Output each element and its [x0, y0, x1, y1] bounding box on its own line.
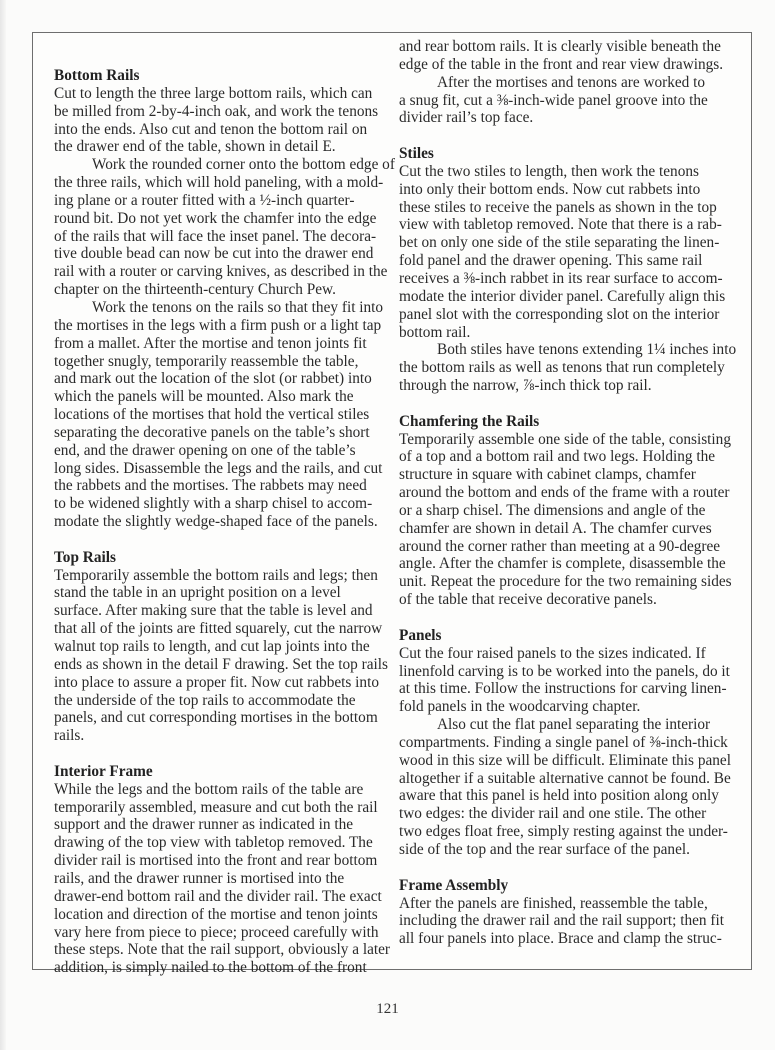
text-line: the bottom rails as well as tenons that run completely	[399, 359, 725, 377]
page-edge-shadow	[0, 0, 6, 1050]
text-line: or a sharp chisel. The dimensions and angle of the	[399, 501, 706, 519]
paragraph-first-line: Both stiles have tenons extending 1¼ inches into	[437, 341, 737, 359]
section-heading: Frame Assembly	[399, 876, 509, 894]
text-line: into only their bottom ends. Now cut rabbets into	[399, 180, 701, 198]
text-line: the mortises in the legs with a firm push or a light tap	[54, 316, 382, 334]
paragraph-first-line: Work the tenons on the rails so that they fit into	[92, 298, 384, 316]
text-line: long sides. Disassemble the legs and the rails, and cut	[54, 459, 383, 477]
text-line: chapter on the thirteenth-century Church Pew.	[54, 281, 336, 299]
right-column	[399, 38, 737, 948]
text-line: ends as shown in the detail F drawing. Set the top rails	[54, 655, 388, 673]
text-line: two edges float free, simply resting against the under-	[399, 823, 728, 841]
section-heading: Panels	[399, 626, 442, 644]
paragraph-gap	[399, 609, 729, 627]
paragraph-gap	[399, 859, 729, 877]
text-line: altogether if a suitable alternative cannot be found. Be	[399, 769, 731, 787]
text-line: these stiles to receive the panels as shown in the top	[399, 198, 717, 216]
section-heading: Chamfering the Rails	[399, 412, 540, 430]
text-line: of the rails that will face the inset panel. The decora-	[54, 227, 377, 245]
text-line: structure in square with cabinet clamps, chamfer	[399, 466, 696, 484]
text-line: all four panels into place. Brace and clamp the struc-	[399, 930, 722, 948]
left-column	[54, 67, 395, 977]
text-line: fold panel and the drawer opening. This same rail	[399, 252, 703, 270]
text-line: the drawer end of the table, shown in detail E.	[54, 138, 336, 156]
section-heading: Interior Frame	[54, 762, 153, 780]
text-line: the rabbets and the mortises. The rabbets may need	[54, 477, 367, 495]
paragraph-gap	[399, 395, 729, 413]
text-line: unit. Repeat the procedure for the two remaining sides	[399, 573, 732, 591]
text-line: including the drawer rail and the rail support; then fit	[399, 912, 724, 930]
text-line: linenfold carving is to be worked into the panels, do it	[399, 662, 730, 680]
text-line: and mark out the location of the slot (or rabbet) into	[54, 370, 372, 388]
text-line: at this time. Follow the instructions for carving linen-	[399, 680, 727, 698]
text-line: support and the drawer runner as indicated in the	[54, 816, 354, 834]
text-line: into place to assure a proper fit. Now cut rabbets into	[54, 673, 379, 691]
text-line: round bit. Do not yet work the chamfer into the edge	[54, 209, 377, 227]
text-line: drawer-end bottom rail and the divider rail. The exact	[54, 887, 382, 905]
text-line: bet on only one side of the stile separating the linen-	[399, 234, 720, 252]
text-line: separating the decorative panels on the table’s short	[54, 423, 370, 441]
text-line: into the ends. Also cut and tenon the bottom rail on	[54, 120, 368, 138]
paragraph-first-line: Also cut the flat panel separating the interior	[437, 716, 711, 734]
text-line: tive double bead can now be cut into the drawer end	[54, 245, 374, 263]
text-line: divider rail’s top face.	[399, 109, 534, 127]
text-line: bottom rail.	[399, 323, 471, 341]
text-line: While the legs and the bottom rails of the table are	[54, 780, 364, 798]
text-line: the underside of the top rails to accommodate the	[54, 691, 356, 709]
text-line: view with tabletop removed. Note that there is a rab-	[399, 216, 722, 234]
paragraph-gap	[399, 127, 729, 145]
section-heading: Bottom Rails	[54, 67, 140, 84]
text-line: together snugly, temporarily reassemble the table,	[54, 352, 359, 370]
text-line: end, and the drawer opening on one of the table’s	[54, 441, 356, 459]
section-heading: Top Rails	[54, 548, 116, 566]
text-line: around the corner rather than meeting at a 90-degree	[399, 537, 721, 555]
text-line: two edges: the divider rail and one stile. The other	[399, 805, 707, 823]
text-line: walnut top rails to length, and cut lap joints into the	[54, 638, 370, 655]
text-line: rails.	[54, 727, 85, 745]
text-line: locations of the mortises that hold the vertical stiles	[54, 406, 370, 424]
text-line: temporarily assembled, measure and cut both the rail	[54, 798, 378, 816]
text-line: aware that this panel is held into position along only	[399, 787, 719, 805]
text-line: Temporarily assemble the bottom rails and legs; then	[54, 566, 378, 584]
text-line: addition, is simply nailed to the bottom of the front	[54, 959, 367, 977]
text-line: around the bottom and ends of the frame with a router	[399, 484, 730, 502]
text-line: to be widened slightly with a sharp chisel to accom-	[54, 495, 373, 513]
paragraph-first-line: Work the rounded corner onto the bottom edge of	[92, 156, 395, 174]
text-line: of the table that receive decorative panels.	[399, 591, 657, 609]
text-line: the three rails, which will hold paneling, with a mold-	[54, 174, 384, 192]
paragraph-gap	[54, 531, 384, 549]
text-line: through the narrow, ⅞-inch thick top rail.	[399, 377, 652, 395]
text-line: Cut to length the three large bottom rails, which can	[54, 84, 373, 102]
text-line: compartments. Finding a single panel of ⅜-inch-thick	[399, 733, 728, 751]
text-line: receives a ⅜-inch rabbet in its rear surface to accom-	[399, 269, 723, 287]
text-line: side of the top and the rear surface of the panel.	[399, 840, 690, 858]
text-line: chamfer are shown in detail A. The chamfer curves	[399, 519, 712, 537]
paragraph-first-line: After the mortises and tenons are worked to	[437, 73, 706, 91]
page-number: 121	[376, 1001, 399, 1017]
section-heading: Stiles	[399, 145, 434, 163]
text-line: and rear bottom rails. It is clearly visible beneath the	[399, 38, 721, 55]
text-line: Cut the four raised panels to the sizes indicated. If	[399, 644, 706, 662]
text-line: divider rail is mortised into the front and rear bottom	[54, 852, 378, 870]
text-line: which the panels will be mounted. Also mark the	[54, 388, 354, 406]
text-line: modate the slightly wedge-shaped face of the panels.	[54, 513, 378, 531]
text-line: drawing of the top view with tabletop removed. The	[54, 834, 373, 852]
text-line: of a top and a bottom rail and two legs. Holding the	[399, 448, 716, 466]
text-line: these steps. Note that the rail support, obviously a later	[54, 941, 391, 959]
text-line: Temporarily assemble one side of the table, consisting	[399, 430, 731, 448]
text-line: ing plane or a router fitted with a ½-inch quarter-	[54, 191, 355, 209]
text-line: edge of the table in the front and rear view drawings.	[399, 55, 724, 73]
text-line: location and direction of the mortise and tenon joints	[54, 905, 378, 923]
text-line: be milled from 2-by-4-inch oak, and work the tenons	[54, 102, 379, 120]
text-line: After the panels are finished, reassemble the table,	[399, 894, 708, 912]
text-line: stand the table in an upright position on a level	[54, 584, 341, 602]
text-line: panels, and cut corresponding mortises in the bottom	[54, 709, 378, 727]
text-line: surface. After making sure that the table is level and	[54, 602, 373, 620]
text-line: fold panels in the woodcarving chapter.	[399, 698, 641, 716]
text-line: Cut the two stiles to length, then work the tenons	[399, 162, 699, 180]
text-line: rail with a router or carving knives, as described in the	[54, 263, 388, 281]
text-line: vary here from piece to piece; proceed carefully with	[54, 923, 379, 941]
text-line: wood in this size will be difficult. Eliminate this panel	[399, 751, 731, 769]
text-frame	[32, 32, 752, 977]
text-line: modate the interior divider panel. Carefully align this	[399, 287, 726, 305]
text-line: a snug fit, cut a ⅜-inch-wide panel groove into the	[399, 91, 708, 109]
text-line: rails, and the drawer runner is mortised into the	[54, 869, 345, 887]
text-line: from a mallet. After the mortise and tenon joints fit	[54, 334, 367, 352]
paragraph-gap	[54, 745, 384, 763]
text-line: that all of the joints are fitted squarely, cut the narrow	[54, 620, 383, 638]
text-line: panel slot with the corresponding slot on the interior	[399, 305, 720, 323]
text-line: angle. After the chamfer is complete, disassemble the	[399, 555, 726, 573]
